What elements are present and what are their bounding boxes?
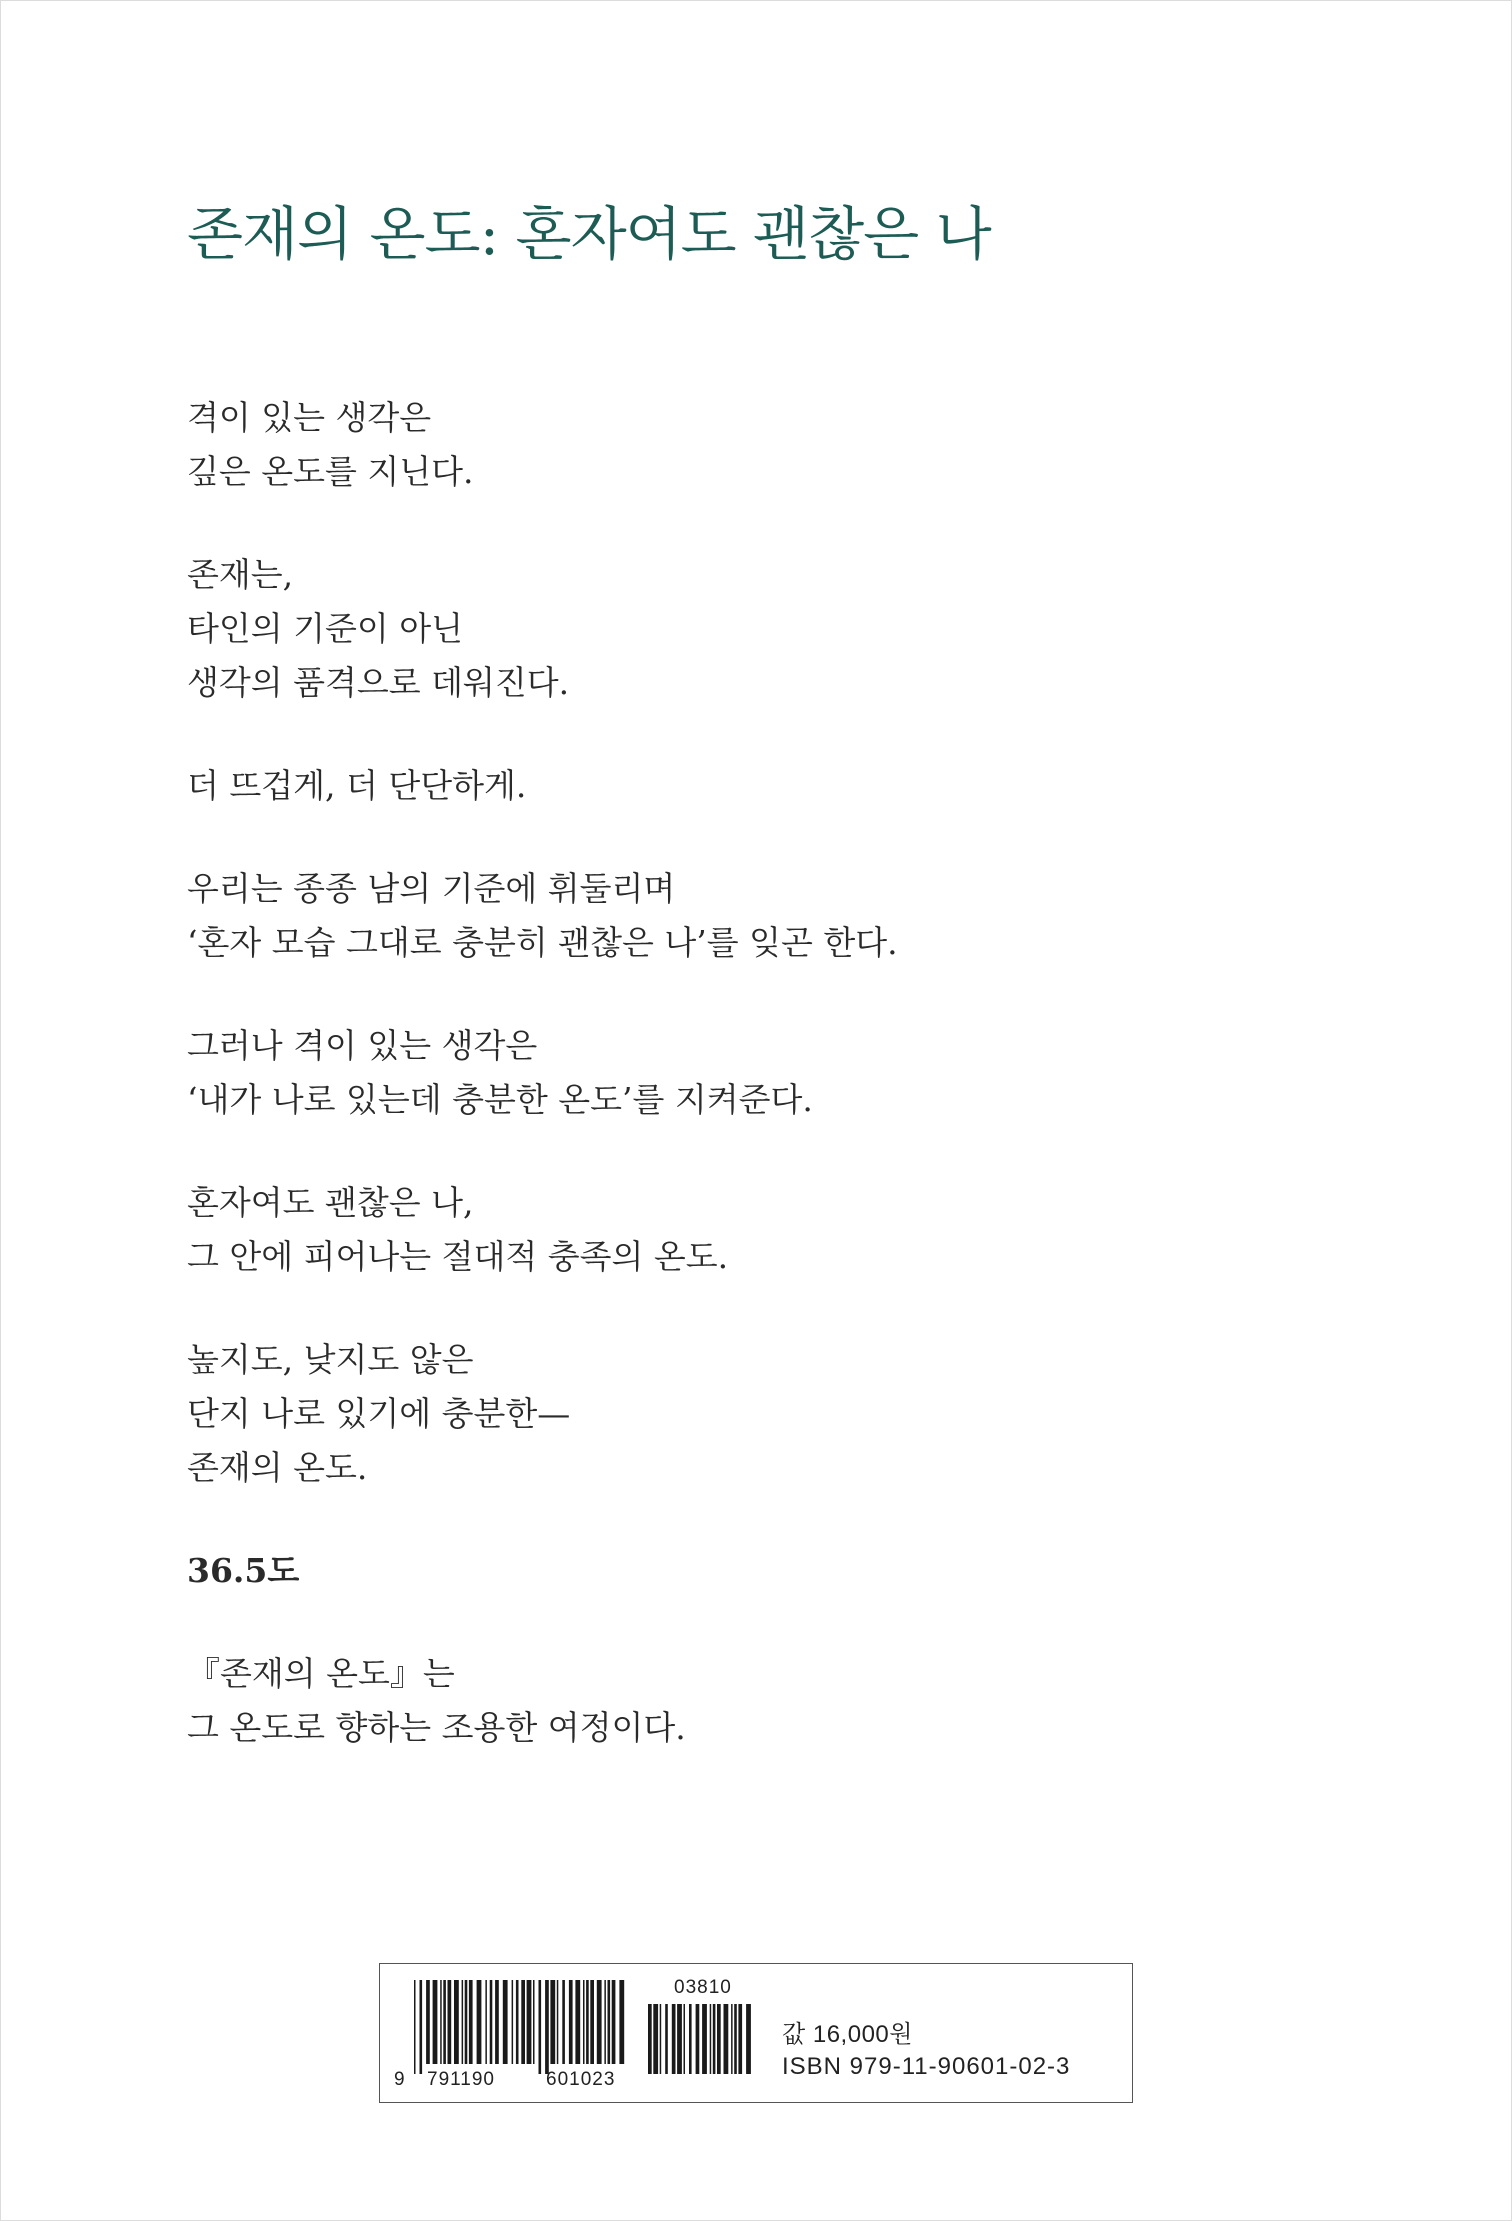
isbn-barcode-box	[379, 1963, 1133, 2103]
paragraph-4	[187, 862, 1337, 970]
isbn-label: ISBN 979-11-90601-02-3	[782, 2053, 1071, 2080]
temperature-value: 36.5도	[187, 1551, 300, 1590]
text-line: 존재의 온도.	[187, 1448, 368, 1487]
text-line: 그 안에 피어나는 절대적 충족의 온도.	[187, 1237, 729, 1276]
text-line: 높지도, 낮지도 않은	[187, 1340, 474, 1379]
blurb-text	[187, 391, 1337, 1804]
barcode-left-digits: 791190	[427, 2069, 495, 2090]
paragraph-5	[187, 1019, 1337, 1127]
paragraph-2	[187, 548, 1337, 710]
paragraph-6	[187, 1176, 1337, 1284]
barcode-lead-digit: 9	[394, 2069, 406, 2090]
temperature-line	[187, 1544, 1337, 1598]
text-line: 그 온도로 향하는 조용한 여정이다.	[187, 1708, 686, 1747]
barcode-right-digits: 601023	[546, 2069, 616, 2090]
text-line: 깊은 온도를 지닌다.	[187, 452, 474, 491]
text-line: 우리는 종종 남의 기준에 휘둘리며	[187, 869, 676, 908]
closing-paragraph	[187, 1647, 1337, 1755]
book-title: 존재의 온도: 혼자여도 괜찮은 나	[187, 200, 991, 268]
text-line: 타인의 기준이 아닌	[187, 609, 464, 648]
paragraph-1	[187, 391, 1337, 499]
text-line: 생각의 품격으로 데워진다.	[187, 663, 570, 702]
paragraph-3	[187, 759, 1337, 813]
text-line: 더 뜨겁게, 더 단단하게.	[187, 766, 527, 805]
barcode-addon-number: 03810	[674, 1977, 732, 1998]
text-line: ‘내가 나로 있는데 충분한 온도’를 지켜준다.	[187, 1080, 813, 1119]
paragraph-7	[187, 1333, 1337, 1495]
text-line: ‘혼자 모습 그대로 충분히 괜찮은 나’를 잊곤 한다.	[187, 923, 898, 962]
text-line: 단지 나로 있기에 충분한—	[187, 1394, 571, 1433]
text-line: 그러나 격이 있는 생각은	[187, 1026, 538, 1065]
text-line: 존재는,	[187, 555, 294, 594]
text-line: 혼자여도 괜찮은 나,	[187, 1183, 474, 1222]
price-label: 값 16,000원	[782, 2021, 913, 2048]
text-line: 『존재의 온도』는	[187, 1654, 455, 1693]
text-line: 격이 있는 생각은	[187, 398, 432, 437]
